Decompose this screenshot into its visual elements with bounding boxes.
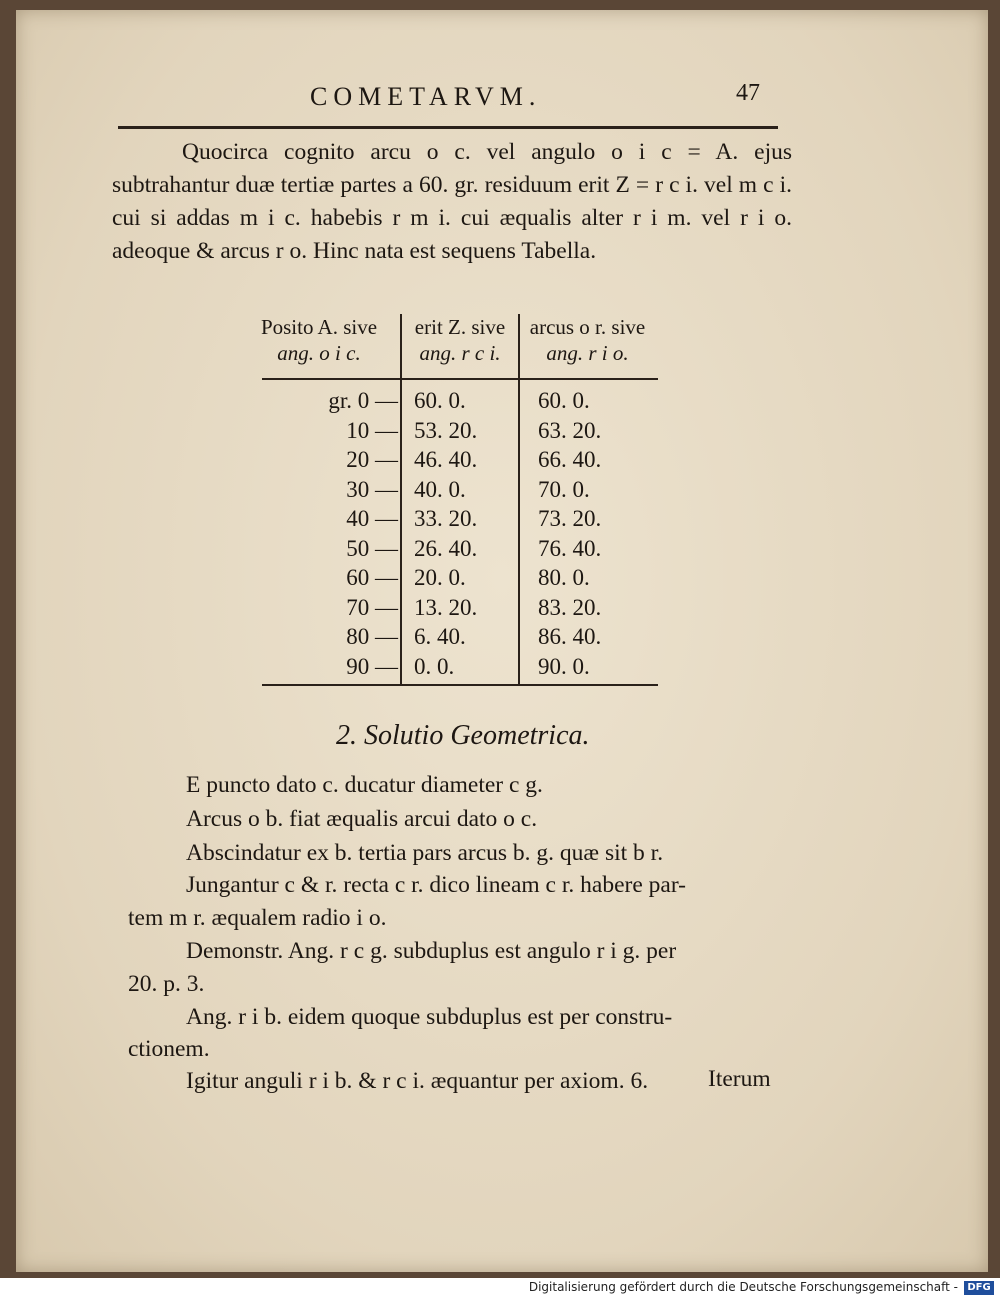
catchword: Iterum <box>708 1066 771 1092</box>
cell-angle-z: 33. 20. <box>414 506 478 531</box>
footer-bar <box>0 1278 1000 1298</box>
text-line: Ang. r i b. eidem quoque subduplus est per constru- <box>186 1004 673 1030</box>
cell-arc: 73. 20. <box>538 506 602 531</box>
show-through <box>316 266 322 292</box>
cell-angle-z: 46. 40. <box>414 447 478 472</box>
section-title: 2. Solutio Geometrica. <box>336 720 590 751</box>
cell-angle-z: 0. 0. <box>414 653 455 679</box>
text-line: ctionem. <box>128 1036 210 1062</box>
footer-credit: Digitalisierung gefördert durch die Deutsche Forschungsgemeinschaft - <box>528 1280 958 1294</box>
header-rule <box>118 126 778 129</box>
angle-table <box>238 314 658 679</box>
cell-angle-a: 60 — <box>346 565 398 590</box>
cell-angle-a: 90 — <box>346 653 398 679</box>
text-line: Demonstr. Ang. r c g. subduplus est angulo r i g. per <box>186 938 677 964</box>
table-top-rule <box>262 378 658 380</box>
cell-arc: 63. 20. <box>538 417 602 443</box>
cell-arc: 80. 0. <box>538 565 590 590</box>
cell-angle-a: 40 — <box>346 506 398 531</box>
text-line: E puncto dato c. ducatur diameter c g. <box>186 772 543 798</box>
header-line: arcus o r. sive <box>529 315 646 339</box>
cell-angle-a: gr. 0 — <box>328 388 398 413</box>
header-line: ang. r i o. <box>546 341 629 365</box>
text-line: Igitur anguli r i b. & r c i. æquantur per axiom. 6. <box>186 1068 649 1094</box>
cell-arc: 90. 0. <box>538 653 590 679</box>
cell-arc: 70. 0. <box>538 476 590 502</box>
text-line: Arcus o b. fiat æqualis arcui dato o c. <box>186 806 538 832</box>
cell-angle-z: 53. 20. <box>414 417 478 443</box>
header-line: ang. o i c. <box>277 341 361 365</box>
page-header <box>100 82 780 116</box>
text-line: 20. p. 3. <box>128 971 205 997</box>
cell-angle-a: 10 — <box>346 417 398 443</box>
running-title: COMETARVM. <box>310 82 542 111</box>
cell-arc: 76. 40. <box>538 535 602 561</box>
text-line: Abscindatur ex b. tertia pars arcus b. g. quæ sit b r. <box>186 840 664 866</box>
column-divider <box>518 314 520 686</box>
dfg-logo-icon: DFG <box>964 1281 994 1295</box>
page-number: 47 <box>736 80 760 106</box>
header-line: ang. r c i. <box>419 341 501 365</box>
cell-angle-z: 26. 40. <box>414 535 478 561</box>
cell-angle-z: 60. 0. <box>414 388 466 413</box>
text-line: Jungantur c & r. recta c r. dico lineam c r. habere par- <box>186 872 686 898</box>
header-line: Posito A. sive <box>260 315 378 339</box>
cell-arc: 60. 0. <box>538 388 590 413</box>
cell-angle-a: 30 — <box>346 476 398 502</box>
cell-arc: 66. 40. <box>538 447 602 472</box>
column-header-arcus <box>520 314 655 366</box>
cell-angle-a: 50 — <box>346 535 398 561</box>
text-line: tem m r. æqualem radio i o. <box>128 905 387 931</box>
table-bottom-rule <box>262 684 658 686</box>
cell-arc: 83. 20. <box>538 594 602 620</box>
cell-angle-a: 80 — <box>346 624 398 649</box>
column-divider <box>400 314 402 686</box>
cell-arc: 86. 40. <box>538 624 602 649</box>
column-header-erit-z <box>404 314 516 366</box>
cell-angle-a: 70 — <box>346 594 398 620</box>
cell-angle-z: 20. 0. <box>414 565 466 590</box>
table-header <box>238 314 658 378</box>
cell-angle-a: 20 — <box>346 447 398 472</box>
column-header-posito <box>238 314 400 366</box>
cell-angle-z: 13. 20. <box>414 594 478 620</box>
cell-angle-z: 40. 0. <box>414 476 466 502</box>
header-line: erit Z. sive <box>414 315 506 339</box>
cell-angle-z: 6. 40. <box>414 624 466 649</box>
paragraph: Quocirca cognito arcu o c. vel angulo o i c = A. ejus subtrahantur duæ tertiæ partes a 60. gr. residuum erit Z = r c i. vel m c i. cui si addas m i c. habebis r m i. cui æqualis alter r i m. vel r i o. adeoque & arcus r o. Hinc nata est sequens Tabella. <box>112 139 792 264</box>
